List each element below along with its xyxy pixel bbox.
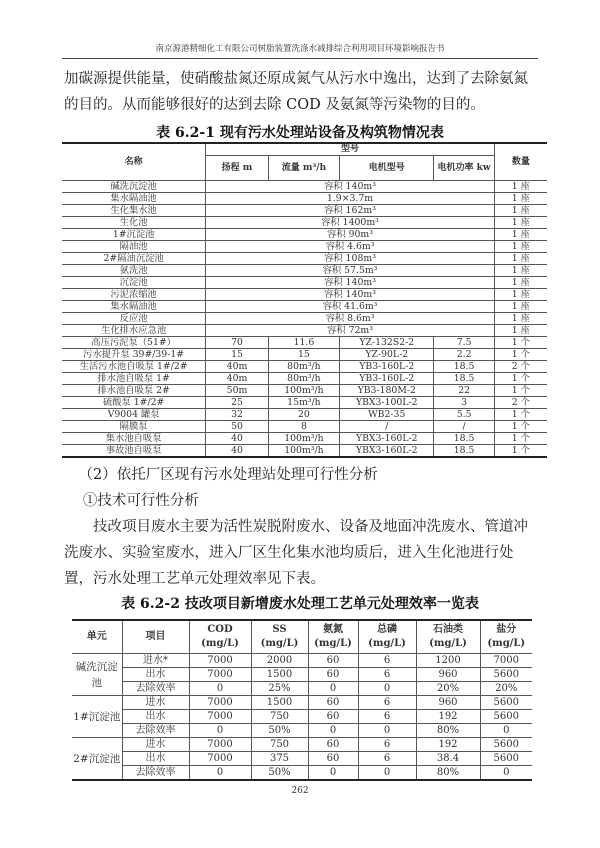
pump-flow: 80m³/h [268,373,339,385]
structure-row [62,301,547,313]
page-header [62,42,538,59]
row-value: 375 [251,752,308,766]
structure-quantity: 1 座 [494,241,547,253]
header-line1: 项目 [145,631,166,642]
structure-quantity: 1 座 [494,193,547,205]
pump-quantity: 1 个 [494,409,547,421]
efficiency-row [72,710,532,724]
structure-quantity: 1 座 [494,277,547,289]
header-line1: 石油类 [433,624,463,635]
pump-row [62,397,547,409]
header-unit-line: (mg/L) [201,638,239,649]
efficiency-row [72,766,532,781]
structure-spec: 容积 90m³ [206,229,495,241]
row-value: 5600 [480,696,532,710]
unit-name: 碱洗沉淀池 [72,654,122,696]
pump-head: 50 [206,421,269,433]
pump-motor-model: YB3-160L-2 [340,373,434,385]
header-motor-model: 电机型号 [340,156,434,181]
efficiency-header-cell [358,620,416,654]
structure-spec: 容积 140m³ [206,181,495,193]
pump-head: 40m [206,373,269,385]
section-heading: （2）依托厂区现有污水处理站处理可行性分析 [78,467,378,483]
structure-row [62,229,547,241]
pump-row [62,373,547,385]
pump-head: 40 [206,433,269,445]
structure-name: 沉淀池 [62,277,206,289]
efficiency-row [72,738,532,752]
row-value: 6 [358,710,416,724]
header-model-group: 型号 [206,143,495,156]
pump-head: 40 [206,445,269,458]
pump-quantity: 1 个 [494,421,547,433]
pump-flow: 100m³/h [268,433,339,445]
row-value: 7000 [189,738,251,752]
header-line1: COD [207,624,233,635]
header-flow: 流量 m³/h [268,156,339,181]
row-value: 0 [308,682,358,696]
efficiency-row [72,724,532,738]
pump-row [62,361,547,373]
pump-row [62,385,547,397]
row-value: 0 [358,682,416,696]
structure-spec: 容积 140m³ [206,289,495,301]
structure-name: 反应池 [62,313,206,325]
structure-name: 1#沉淀池 [62,229,206,241]
pump-name: 隔膜泵 [62,421,206,433]
pump-motor-power: 3 [434,397,494,409]
row-value: 5600 [480,752,532,766]
pump-motor-model: YBX3-160L-2 [340,433,434,445]
efficiency-row [72,654,532,668]
row-value: 80% [416,724,480,738]
structure-quantity: 1 座 [494,325,547,337]
header-unit-line: (mg/L) [314,638,352,649]
row-value: 6 [358,752,416,766]
header-unit-line: (mg/L) [368,638,406,649]
structure-spec: 容积 140m³ [206,277,495,289]
efficiency-table [72,619,532,781]
pump-head: 25 [206,397,269,409]
structure-spec: 1.9×3.7m [206,193,495,205]
structure-spec: 容积 41.6m³ [206,301,495,313]
pump-name: 污水提升泵 39#/39-1# [62,349,206,361]
subsection-heading: ①技术可行性分析 [82,493,199,509]
pump-motor-power: 18.5 [434,361,494,373]
pump-flow: 15m³/h [268,397,339,409]
structure-quantity: 1 座 [494,313,547,325]
row-item: 出水 [122,710,189,724]
pump-flow: 11.6 [268,337,339,349]
table1-caption: 表 6.2-1 现有污水处理站设备及构筑物情况表 [156,125,444,141]
row-value: 1500 [251,696,308,710]
pump-name: V9004 罐泵 [62,409,206,421]
structure-quantity: 1 座 [494,205,547,217]
structure-row [62,265,547,277]
pump-quantity: 1 个 [494,445,547,458]
row-value: 5600 [480,668,532,682]
row-value: 60 [308,696,358,710]
row-value: 0 [308,724,358,738]
row-value: 7000 [189,752,251,766]
structure-quantity: 1 座 [494,217,547,229]
structure-spec: 容积 108m³ [206,253,495,265]
pump-motor-model: YBX3-160L-2 [340,445,434,458]
row-item: 去除效率 [122,724,189,738]
structure-row [62,313,547,325]
header-motor-power: 电机功率 kw [434,156,494,181]
structure-quantity: 1 座 [494,229,547,241]
pump-quantity: 1 个 [494,349,547,361]
row-value: 50% [251,724,308,738]
structure-spec: 容积 162m³ [206,205,495,217]
header-unit-line: (mg/L) [429,638,467,649]
pump-head: 50m [206,385,269,397]
pump-motor-power: 18.5 [434,445,494,458]
row-value: 1200 [416,654,480,668]
structure-row [62,277,547,289]
pump-quantity: 2 个 [494,397,547,409]
pump-row [62,445,547,458]
pump-motor-power: 18.5 [434,433,494,445]
structure-row [62,289,547,301]
unit-name: 2#沉淀池 [72,738,122,781]
row-value: 0 [358,724,416,738]
header-line1: 总磷 [377,624,397,635]
efficiency-header-cell [308,620,358,654]
row-value: 0 [480,766,532,781]
header-name: 名称 [62,143,206,181]
pump-motor-model: WB2-35 [340,409,434,421]
structure-name: 隔油池 [62,241,206,253]
row-value: 750 [251,738,308,752]
row-value: 7000 [480,654,532,668]
structure-name: 2#隔油沉淀池 [62,253,206,265]
pump-flow: 100m³/h [268,445,339,458]
header-line1: SS [272,624,287,635]
efficiency-table-body [72,654,532,781]
structure-row [62,181,547,193]
row-value: 192 [416,710,480,724]
unit-name: 1#沉淀池 [72,696,122,738]
row-value: 80% [416,766,480,781]
pump-flow: 80m³/h [268,361,339,373]
structure-name: 集水隔油池 [62,193,206,205]
pump-name: 集水池自吸泵 [62,433,206,445]
pump-quantity: 1 个 [494,433,547,445]
row-value: 60 [308,752,358,766]
efficiency-header-cell [122,620,189,654]
pump-motor-power: 5.5 [434,409,494,421]
pump-name: 事故池自吸泵 [62,445,206,458]
pump-motor-model: / [340,421,434,433]
header-quantity: 数量 [494,143,547,181]
row-value: 2000 [251,654,308,668]
row-value: 20% [480,682,532,696]
pump-motor-power: 2.2 [434,349,494,361]
row-value: 0 [308,766,358,781]
efficiency-header-cell [251,620,308,654]
efficiency-row [72,696,532,710]
equipment-table [62,142,547,458]
row-item: 去除效率 [122,766,189,781]
row-value: 50% [251,766,308,781]
pump-motor-power: / [434,421,494,433]
pump-name: 排水池自吸泵 1# [62,373,206,385]
structure-quantity: 1 座 [494,181,547,193]
row-value: 60 [308,738,358,752]
pump-motor-power: 22 [434,385,494,397]
efficiency-header-cell [416,620,480,654]
pump-flow: 100m³/h [268,385,339,397]
structure-row [62,241,547,253]
pump-quantity: 2 个 [494,361,547,373]
pump-quantity: 1 个 [494,337,547,349]
pump-name: 排水池自吸泵 2# [62,385,206,397]
structure-quantity: 1 座 [494,301,547,313]
structure-quantity: 1 座 [494,265,547,277]
row-value: 20% [416,682,480,696]
pump-row [62,409,547,421]
structure-name: 污泥浓缩池 [62,289,206,301]
structure-name: 生化池 [62,217,206,229]
pump-head: 32 [206,409,269,421]
structure-quantity: 1 座 [494,253,547,265]
structure-name: 生化排水应急池 [62,325,206,337]
pump-row [62,433,547,445]
pump-row [62,421,547,433]
pump-quantity: 1 个 [494,385,547,397]
structure-spec: 容积 57.5m³ [206,265,495,277]
pump-motor-model: YZ-90L-2 [340,349,434,361]
row-value: 38.4 [416,752,480,766]
pump-flow: 15 [268,349,339,361]
row-value: 1500 [251,668,308,682]
pump-name: 硫酸泵 1#/2# [62,397,206,409]
structure-row [62,325,547,337]
structure-row [62,253,547,265]
pump-head: 15 [206,349,269,361]
row-value: 5600 [480,738,532,752]
pump-motor-model: YZ-132S2-2 [340,337,434,349]
efficiency-table-header [72,620,532,654]
row-value: 960 [416,668,480,682]
row-value: 7000 [189,654,251,668]
header-line1: 氨氮 [323,624,343,635]
structure-name: 碱洗沉淀池 [62,181,206,193]
row-value: 0 [480,724,532,738]
header-line1: 盐分 [496,624,517,635]
pump-motor-power: 7.5 [434,337,494,349]
row-value: 7000 [189,710,251,724]
row-item: 出水 [122,668,189,682]
pump-motor-model: YB3-160L-2 [340,361,434,373]
structure-spec: 容积 8.6m³ [206,313,495,325]
body-paragraph: 技改项目废水主要为活性炭脱附废水、设备及地面冲洗废水、管道冲洗废水、实验室废水，进入厂区生化集水池均质后，进入生化池进行处置，污水处理工艺单元处理效率见下表。 [64,519,528,587]
equipment-table-body [62,181,547,458]
row-value: 0 [189,724,251,738]
row-value: 750 [251,710,308,724]
row-value: 6 [358,654,416,668]
pump-motor-power: 18.5 [434,373,494,385]
structure-spec: 容积 4.6m³ [206,241,495,253]
structure-row [62,205,547,217]
header-line1: 单元 [86,631,107,642]
intro-paragraph: 加碳源提供能量，使硝酸盐氮还原成氮气从污水中逸出，达到了去除氨氮的目的。从而能够很好的达到去除 COD 及氨氮等污染物的目的。 [64,71,528,113]
row-value: 6 [358,668,416,682]
row-value: 7000 [189,668,251,682]
efficiency-row [72,668,532,682]
row-value: 25% [251,682,308,696]
header-head: 扬程 m [206,156,269,181]
row-value: 960 [416,696,480,710]
efficiency-header-cell [480,620,532,654]
row-value: 60 [308,668,358,682]
structure-name: 集水隔油池 [62,301,206,313]
row-value: 6 [358,696,416,710]
row-value: 192 [416,738,480,752]
efficiency-row [72,752,532,766]
pump-motor-model: YBX3-100L-2 [340,397,434,409]
row-value: 60 [308,710,358,724]
efficiency-header-cell [72,620,122,654]
row-item: 进水 [122,738,189,752]
row-value: 6 [358,738,416,752]
structure-spec: 容积 1400m³ [206,217,495,229]
row-value: 0 [358,766,416,781]
row-item: 进水 [122,696,189,710]
pump-quantity: 1 个 [494,373,547,385]
efficiency-row [72,682,532,696]
pump-name: 生活污水池自吸泵 1#/2# [62,361,206,373]
row-item: 进水* [122,654,189,668]
row-value: 60 [308,654,358,668]
header-unit-line: (mg/L) [487,638,526,649]
pump-head: 70 [206,337,269,349]
structure-quantity: 1 座 [494,289,547,301]
table2-caption: 表 6.2-2 技改项目新增废水处理工艺单元处理效率一览表 [121,596,479,612]
structure-row [62,193,547,205]
structure-name: 生化集水池 [62,205,206,217]
pump-motor-model: YB3-180M-2 [340,385,434,397]
structure-name: 氨洗池 [62,265,206,277]
row-value: 0 [189,682,251,696]
pump-flow: 8 [268,421,339,433]
row-value: 0 [189,766,251,781]
efficiency-header-cell [189,620,251,654]
structure-spec: 容积 72m³ [206,325,495,337]
running-title: 南京源港精细化工有限公司树脂装置洗涤水减排综合利用项目环境影响报告书 [155,44,445,54]
header-rule [62,58,538,59]
pump-name: 高压污泥泵（51#） [62,337,206,349]
pump-row [62,349,547,361]
row-item: 去除效率 [122,682,189,696]
pump-flow: 20 [268,409,339,421]
pump-head: 40m [206,361,269,373]
header-unit-line: (mg/L) [260,638,299,649]
pump-row [62,337,547,349]
structure-row [62,217,547,229]
row-value: 7000 [189,696,251,710]
row-value: 5600 [480,710,532,724]
page-number: 262 [291,786,309,796]
row-item: 出水 [122,752,189,766]
